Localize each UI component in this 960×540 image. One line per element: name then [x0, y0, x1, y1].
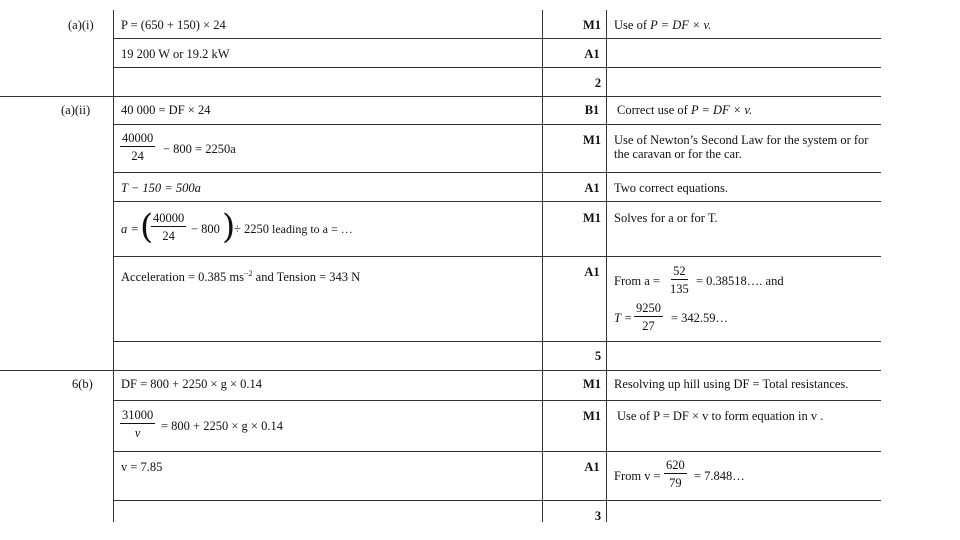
- row-divider: [113, 38, 881, 39]
- question-label: (a)(ii): [61, 103, 91, 117]
- guidance-text: Correct use of: [617, 103, 691, 117]
- question-label: (a)(i): [68, 18, 94, 32]
- mark-code: M1: [582, 211, 602, 225]
- guidance-text: Use of: [614, 18, 651, 32]
- guidance-formula: P = DF × v.: [650, 18, 712, 32]
- fraction-numerator: 40000: [153, 211, 185, 225]
- mark-code: A1: [584, 47, 600, 61]
- fraction-denominator: 135: [670, 282, 689, 296]
- mark-code: B1: [584, 103, 600, 117]
- guidance-note: [617, 103, 752, 117]
- row-divider: [113, 341, 881, 342]
- section-divider: [0, 96, 881, 97]
- equation-lhs: a =: [121, 222, 139, 236]
- mark-total: 2: [594, 76, 602, 90]
- row-divider: [113, 451, 881, 452]
- working-line: v = 7.85: [121, 460, 163, 474]
- equation-line: T − 150 = 500a: [121, 181, 201, 195]
- fraction: [120, 131, 155, 163]
- equation-rest: = 800 + 2250 × g × 0.14: [161, 419, 283, 433]
- fraction: [664, 458, 687, 490]
- fraction: [120, 408, 155, 440]
- fraction-denominator: 24: [162, 229, 175, 243]
- right-parenthesis: ): [222, 207, 236, 247]
- guidance-value: = 0.38518…. and: [696, 274, 784, 288]
- guidance-note: Two correct equations.: [614, 181, 729, 195]
- equation-tail: leading to a = …: [272, 222, 353, 236]
- working-line: 19 200 W or 19.2 kW: [121, 47, 230, 61]
- working-line: P = (650 + 150) × 24: [121, 18, 226, 32]
- equation-rest: − 800 = 2250a: [163, 142, 236, 156]
- mark-total: 5: [594, 349, 602, 363]
- guidance-value: = 342.59…: [671, 311, 729, 325]
- result-tail: and Tension = 343 N: [252, 270, 361, 285]
- mark-code: A1: [584, 265, 600, 279]
- fraction-numerator: 31000: [122, 408, 154, 422]
- guidance-note: the caravan or for the car.: [614, 147, 742, 161]
- equation-rest: ÷ 2250: [234, 222, 269, 236]
- mark-code: M1: [582, 18, 602, 32]
- fraction: [634, 301, 663, 333]
- guidance-value: = 7.848…: [694, 469, 745, 483]
- guidance-note: [614, 18, 711, 32]
- guidance-note: Use of Newton’s Second Law for the system or for: [614, 133, 869, 147]
- fraction-denominator: v: [134, 426, 141, 440]
- row-divider: [113, 256, 881, 257]
- guidance-note: Use of P = DF × v to form equation in v .: [617, 409, 824, 423]
- mark-code: M1: [582, 377, 602, 391]
- fraction: [151, 211, 186, 243]
- fraction-numerator: 620: [666, 458, 685, 472]
- row-divider: [113, 500, 881, 501]
- left-parenthesis: (: [140, 207, 154, 247]
- fraction-denominator: 27: [642, 319, 655, 333]
- row-divider: [113, 124, 881, 125]
- guidance-lhs: T =: [614, 311, 633, 325]
- guidance-from: From a =: [614, 274, 660, 288]
- row-divider: [113, 172, 881, 173]
- row-divider: [113, 67, 881, 68]
- result-line: [121, 267, 360, 284]
- column-divider-label: [113, 10, 114, 522]
- fraction-numerator: 40000: [122, 131, 154, 145]
- fraction-numerator: 52: [673, 264, 686, 278]
- working-line: DF = 800 + 2250 × g × 0.14: [121, 377, 263, 391]
- fraction: [670, 264, 689, 296]
- row-divider: [113, 400, 881, 401]
- mark-code: A1: [584, 181, 600, 195]
- result-text: Acceleration = 0.385 ms: [121, 270, 244, 285]
- question-label: 6(b): [72, 377, 93, 391]
- guidance-note: Resolving up hill using DF = Total resistances.: [614, 377, 849, 391]
- section-divider: [0, 370, 881, 371]
- mark-total: 3: [594, 509, 602, 523]
- column-divider-marks: [542, 10, 543, 522]
- fraction-denominator: 24: [131, 149, 144, 163]
- mark-code: M1: [582, 133, 602, 147]
- fraction-denominator: 79: [669, 476, 682, 490]
- guidance-from: From v =: [614, 469, 661, 483]
- working-line: 40 000 = DF × 24: [121, 103, 211, 117]
- result-superscript: −2: [244, 269, 253, 278]
- guidance-formula: P = DF × v.: [690, 103, 753, 117]
- fraction-numerator: 9250: [636, 301, 661, 315]
- mark-code: A1: [584, 460, 600, 474]
- guidance-note: Solves for a or for T.: [614, 211, 718, 225]
- mark-code: M1: [582, 409, 602, 423]
- equation-middle: − 800: [191, 222, 220, 236]
- row-divider: [113, 201, 881, 202]
